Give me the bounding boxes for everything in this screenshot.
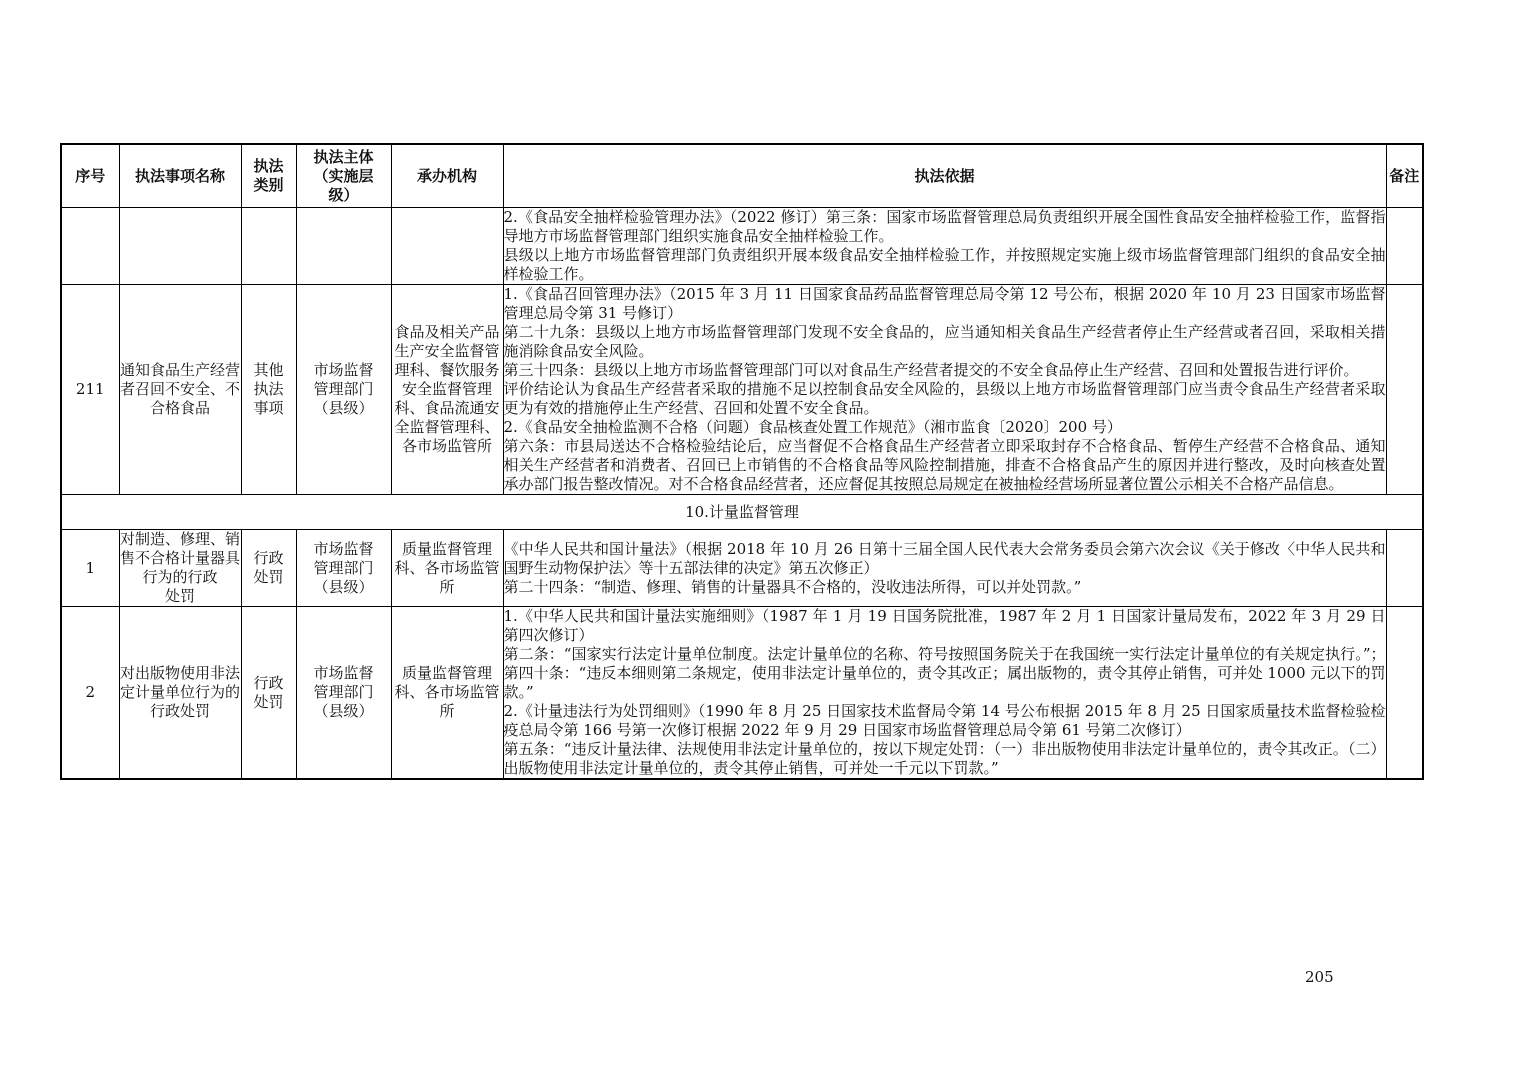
row-item-name	[119, 208, 241, 285]
basis-line: 第二十四条：“制造、修理、销售的计量器具不合格的，没收违法所得，可以并处罚款。”	[503, 577, 1082, 596]
row-subject: 市场监督 管理部门 （县级）	[296, 530, 391, 607]
page-number: 205	[1305, 968, 1334, 986]
table-row	[61, 607, 1423, 780]
section-title: 10.计量监督管理	[61, 495, 1423, 530]
basis-line: 1.《食品召回管理办法》（2015 年 3 月 11 日国家食品药品监督管理总局令第 12 号公布，根据 2020 年 10 月 23 日国家市场监督管理总局令第 31 号修订）	[503, 285, 1386, 322]
header-item-name: 执法事项名称	[119, 144, 241, 208]
basis-line: 县级以上地方市场监督管理部门负责组织开展本级食品安全抽样检验工作，并按照规定实施上级市场监督管理部门组织的食品安全抽样检验工作。	[503, 246, 1386, 283]
row-seq	[61, 208, 119, 285]
enforcement-table	[60, 143, 1424, 780]
basis-line: 第五条：“违反计量法律、法规使用非法定计量单位的，按以下规定处罚：（一）非出版物使用非法定计量单位的，责令其改正。（二）出版物使用非法定计量单位的，责令其停止销售，可并处一千元以下罚款。”	[503, 740, 1386, 777]
row-category: 其他 执法 事项	[241, 285, 296, 495]
row-seq: 1	[61, 530, 119, 607]
header-subject: 执法主体 （实施层 级）	[296, 144, 391, 208]
basis-line: 1.《中华人民共和国计量法实施细则》（1987 年 1 月 19 日国务院批准，1987 年 2 月 1 日国家计量局发布，2022 年 3 月 29 日第四次修订）	[503, 607, 1386, 644]
row-agency: 质量监督管理科、各市场监管所	[391, 607, 503, 780]
row-basis	[503, 607, 1386, 780]
basis-line: 第三十四条：县级以上地方市场监督管理部门可以对食品生产经营者提交的不安全食品停止生产经营、召回和处置报告进行评价。	[503, 361, 1359, 379]
basis-line: 2.《食品安全抽样检验管理办法》（2022 修订）第三条：国家市场监督管理总局负责组织开展全国性食品安全抽样检验工作，监督指导地方市场监督管理部门组织实施食品安全抽样检验工作。	[503, 208, 1386, 245]
row-category: 行政 处罚	[241, 607, 296, 780]
row-agency	[391, 208, 503, 285]
header-seq: 序号	[61, 144, 119, 208]
row-remark	[1386, 285, 1423, 495]
basis-line: 《中华人民共和国计量法》（根据 2018 年 10 月 26 日第十三届全国人民代表大会常务委员会第六次会议《关于修改〈中华人民共和国野生动物保护法〉等十五部法律的决定》第五次修正）	[503, 539, 1386, 577]
section-row	[61, 495, 1423, 530]
basis-line: 2.《食品安全抽检监测不合格（问题）食品核查处置工作规范》（湘市监食〔2020〕200 号）	[503, 418, 1122, 436]
row-category: 行政 处罚	[241, 530, 296, 607]
row-basis	[503, 208, 1386, 285]
basis-line: 评价结论认为食品生产经营者采取的措施不足以控制食品安全风险的，县级以上地方市场监督管理部门应当责令食品生产经营者采取更为有效的措施停止生产经营、召回和处置不安全食品。	[503, 380, 1386, 417]
row-subject: 市场监督 管理部门 （县级）	[296, 607, 391, 780]
header-category: 执法 类别	[241, 144, 296, 208]
row-subject	[296, 208, 391, 285]
header-row	[61, 144, 1423, 208]
row-item-name: 通知食品生产经营者召回不安全、不合格食品	[119, 285, 241, 495]
row-agency: 食品及相关产品生产安全监督管理科、餐饮服务安全监督管理科、食品流通安全监督管理科、各市场监管所	[391, 285, 503, 495]
basis-line: 第二十九条：县级以上地方市场监督管理部门发现不安全食品的，应当通知相关食品生产经营者停止生产经营或者召回，采取相关措施消除食品安全风险。	[503, 323, 1386, 360]
row-remark	[1386, 607, 1423, 780]
row-subject: 市场监督 管理部门 （县级）	[296, 285, 391, 495]
basis-line: 第六条：市县局送达不合格检验结论后，应当督促不合格食品生产经营者立即采取封存不合格食品、暂停生产经营不合格食品、通知相关生产经营者和消费者、召回已上市销售的不合格食品等风险控制措施，排查不合格食品产生的原因并进行整改，及时向核查处置承办部门报告整改情况。对不合格食品经营者，还应督促其按照总局规定在被抽检经营场所显著位置公示相关不合格产品信息。	[503, 437, 1386, 493]
basis-line: 第二条：“国家实行法定计量单位制度。法定计量单位的名称、符号按照国务院关于在我国统一实行法定计量单位的有关规定执行。”；第四十条：“违反本细则第二条规定，使用非法定计量单位的，责令其改正；属出版物的，责令其停止销售，可并处 1000 元以下的罚款。”	[503, 645, 1386, 701]
header-remark: 备注	[1386, 144, 1423, 208]
row-category	[241, 208, 296, 285]
basis-line: 2.《计量违法行为处罚细则》（1990 年 8 月 25 日国家技术监督局令第 14 号公布根据 2015 年 8 月 25 日国家质量技术监督检验检疫总局令第 166 号第一次修订根据 2022 年 9 月 29 日国家市场监督管理总局令第 61 号第二次修订）	[503, 702, 1386, 739]
header-agency: 承办机构	[391, 144, 503, 208]
row-basis	[503, 530, 1386, 607]
table-row	[61, 208, 1423, 285]
row-agency: 质量监督管理科、各市场监管所	[391, 530, 503, 607]
header-basis: 执法依据	[503, 144, 1386, 208]
row-remark	[1386, 208, 1423, 285]
row-remark	[1386, 530, 1423, 607]
row-seq: 211	[61, 285, 119, 495]
row-seq: 2	[61, 607, 119, 780]
row-item-name: 对制造、修理、销售不合格计量器具行为的行政 处罚	[119, 530, 240, 605]
table-row	[61, 530, 1423, 607]
table-row	[61, 285, 1423, 495]
row-basis	[503, 285, 1386, 495]
row-item-name: 对出版物使用非法定计量单位行为的行政处罚	[119, 607, 241, 780]
